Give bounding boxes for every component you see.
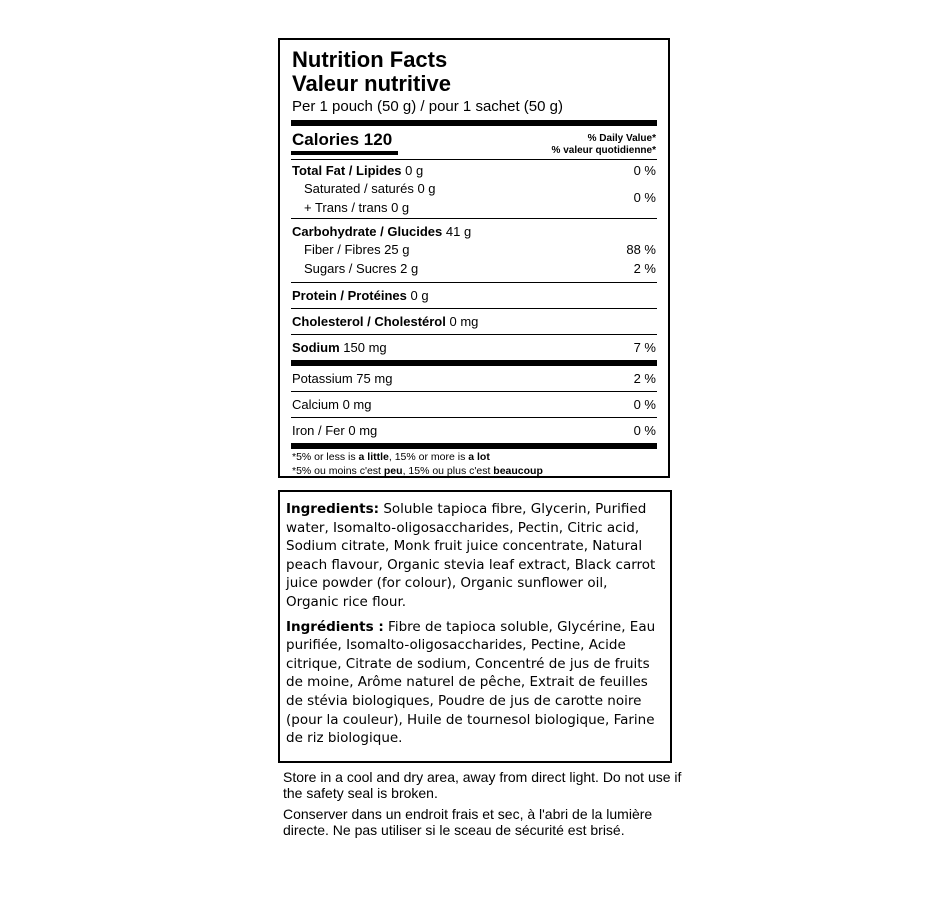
nutrition-title-en: Nutrition Facts <box>292 47 448 72</box>
cholesterol-label: Cholesterol / Cholestérol <box>292 314 446 329</box>
storage-en: Store in a cool and dry area, away from direct light. Do not use if the safety seal is broken. <box>283 769 682 801</box>
sodium-label: Sodium <box>292 340 340 355</box>
calories: Calories 120 <box>292 130 393 149</box>
cholesterol-amount: 0 mg <box>449 314 479 329</box>
protein-label: Protein / Protéines <box>292 288 407 303</box>
ingredients-fr-heading: Ingrédients : <box>286 618 384 635</box>
divider <box>291 334 657 335</box>
calcium-row: Calcium 0 mg <box>292 397 372 412</box>
protein-amount: 0 g <box>410 288 429 303</box>
storage-instructions <box>283 770 683 838</box>
ingredients-en <box>286 500 662 612</box>
divider <box>291 218 657 219</box>
sugars-dv: 2 % <box>633 261 656 276</box>
nutrition-facts-table <box>278 38 670 478</box>
divider <box>291 391 657 392</box>
divider <box>291 360 657 366</box>
sodium-row <box>292 340 387 355</box>
storage-fr: Conserver dans un endroit frais et sec, à l'abri de la lumière directe. Ne pas utiliser si le sceau de sécurité est brisé. <box>283 806 653 838</box>
footnote-en: *5% or less is a little, 15% or more is a lot <box>292 451 490 463</box>
ingredients-fr <box>286 618 662 748</box>
daily-value-header-fr: % valeur quotidienne* <box>551 145 656 156</box>
divider <box>291 308 657 309</box>
ingredients-box <box>278 490 672 763</box>
divider <box>291 443 657 449</box>
iron-dv: 0 % <box>633 423 656 438</box>
iron-row: Iron / Fer 0 mg <box>292 423 378 438</box>
saturated-row: Saturated / saturés 0 g <box>304 181 436 196</box>
calories-underline <box>291 151 398 155</box>
divider <box>291 159 657 160</box>
divider <box>291 120 657 126</box>
sugars-row: Sugars / Sucres 2 g <box>304 261 419 276</box>
carbohydrate-amount: 41 g <box>445 224 472 239</box>
divider <box>291 417 657 418</box>
ingredients-en-heading: Ingredients: <box>286 501 380 517</box>
total-fat-label: Total Fat / Lipides <box>292 163 402 178</box>
potassium-dv: 2 % <box>633 371 656 386</box>
potassium-row: Potassium 75 mg <box>292 371 393 386</box>
total-fat-amount: 0 g <box>405 163 424 178</box>
total-fat-dv: 0 % <box>633 163 656 178</box>
cholesterol-row <box>292 314 478 329</box>
sodium-amount: 150 mg <box>343 340 387 355</box>
serving-size: Per 1 pouch (50 g) / pour 1 sachet (50 g) <box>292 98 563 115</box>
ingredients-en-text: Soluble tapioca fibre, Glycerin, Purified water, Isomalto-oligosaccharides, Pectin, Citric acid, Sodium citrate, Monk fruit juice concentrate, Natural peach flavour, Organic stevia leaf extract, Black carrot juice powder (for colour), Organic sunflower oil, Organic rice flour. <box>286 501 656 610</box>
nutrition-title-fr: Valeur nutritive <box>292 71 451 96</box>
divider <box>291 282 657 283</box>
carbohydrate-label: Carbohydrate / Glucides <box>292 224 443 239</box>
footnote-fr: *5% ou moins c'est peu, 15% ou plus c'est beaucoup <box>292 465 543 477</box>
footnote <box>292 450 543 478</box>
daily-value-header-en: % Daily Value* <box>587 133 656 144</box>
daily-value-header <box>552 133 656 157</box>
ingredients-fr-text: Fibre de tapioca soluble, Glycérine, Eau purifiée, Isomalto-oligosaccharides, Pectine, Acide citrique, Citrate de sodium, Concentré de jus de fruits de moine, Arôme naturel de pêche, Extrait de feuilles de stévia biologiques, Poudre de jus de carotte noire (pour la couleur), Huile de tournesol biologique, Farine de riz biologique. <box>286 618 656 747</box>
total-fat-row <box>292 163 423 178</box>
fiber-dv: 88 % <box>626 242 656 257</box>
fiber-row: Fiber / Fibres 25 g <box>304 242 410 257</box>
protein-row <box>292 288 429 303</box>
sodium-dv: 7 % <box>633 340 656 355</box>
carbohydrate-row <box>292 224 471 239</box>
trans-row: + Trans / trans 0 g <box>304 200 410 215</box>
sat-trans-dv: 0 % <box>633 190 656 205</box>
calcium-dv: 0 % <box>633 397 656 412</box>
